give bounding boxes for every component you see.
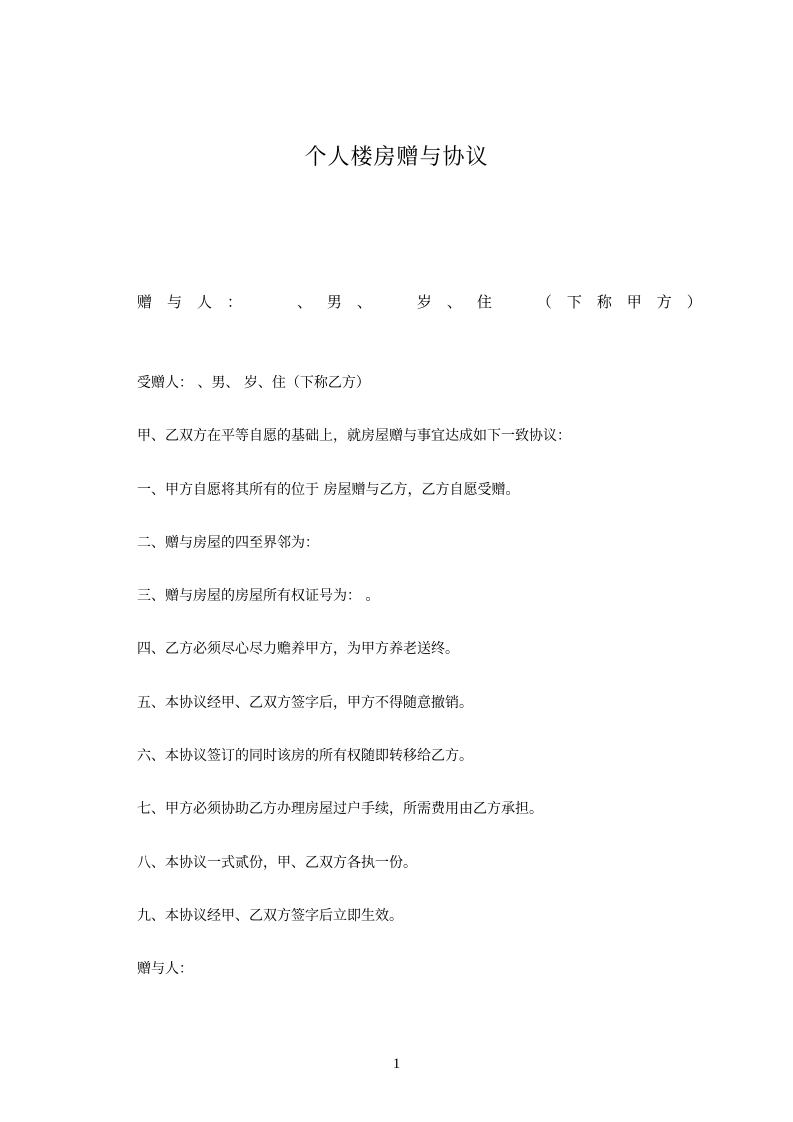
recipient-line: 受赠人： 、男、 岁、住（下称乙方）	[137, 375, 370, 391]
clause-7: 七、甲方必须协助乙方办理房屋过户手续，所需费用由乙方承担。	[137, 801, 543, 817]
donor-line-char: 男	[326, 293, 342, 311]
donor-line-char: ）	[686, 293, 702, 311]
donor-line-char: 方	[656, 293, 672, 311]
donor-line-char: 甲	[626, 293, 642, 311]
donor-line-char: 人	[196, 293, 212, 311]
donor-line-char: 与	[166, 293, 182, 311]
donor-signature-label: 赠与人：	[137, 961, 193, 977]
donor-line-char: （	[536, 293, 552, 311]
donor-line-char: 、	[356, 293, 372, 311]
donor-line-char: 下	[566, 293, 582, 311]
donor-line	[137, 291, 702, 312]
clause-3: 三、赠与房屋的房屋所有权证号为： 。	[137, 588, 380, 604]
donor-line-char: ：	[226, 293, 242, 311]
donor-line-char: 称	[596, 293, 612, 311]
donor-line-char: 赠	[137, 293, 153, 311]
clause-6: 六、本协议签订的同时该房的所有权随即转移给乙方。	[137, 748, 473, 764]
clause-9: 九、本协议经甲、乙双方签字后立即生效。	[137, 908, 403, 924]
clause-4: 四、乙方必须尽心尽力赡养甲方，为甲方养老送终。	[137, 641, 459, 657]
donor-line-char: 住	[476, 293, 492, 311]
donor-line-char: 、	[446, 293, 462, 311]
clause-5: 五、本协议经甲、乙双方签字后，甲方不得随意撤销。	[137, 695, 473, 711]
clause-1: 一、甲方自愿将其所有的位于 房屋赠与乙方，乙方自愿受赠。	[137, 482, 520, 498]
clause-2: 二、赠与房屋的四至界邻为：	[137, 535, 319, 551]
donor-line-char: 岁	[416, 293, 432, 311]
clause-8: 八、本协议一式贰份，甲、乙双方各执一份。	[137, 855, 417, 871]
page-title: 个人楼房赠与协议	[304, 145, 489, 170]
agreement-intro: 甲、乙双方在平等自愿的基础上，就房屋赠与事宜达成如下一致协议：	[137, 428, 571, 444]
page-number: 1	[392, 1056, 401, 1072]
donor-line-char: 、	[296, 293, 312, 311]
